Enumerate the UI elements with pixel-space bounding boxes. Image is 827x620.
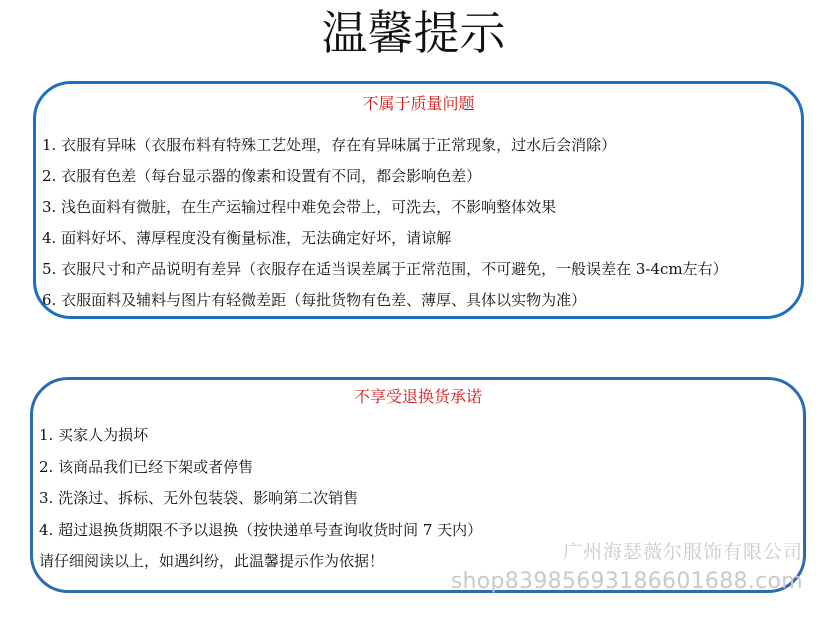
footer-note: 请仔细阅读以上，如遇纠纷，此温馨提示作为依据！	[39, 552, 385, 570]
list-item: 3. 浅色面料有微脏，在生产运输过程中难免会带上，可洗去，不影响整体效果	[42, 198, 557, 216]
quality-notice-box	[33, 81, 804, 319]
list-item: 5. 衣服尺寸和产品说明有差异（衣服存在适当误差属于正常范围，不可避免，一般误差在 3-4cm左右）	[42, 260, 728, 278]
page-title: 温馨提示	[321, 6, 506, 60]
list-item: 6. 衣服面料及辅料与图片有轻微差距（每批货物有色差、薄厚、具体以实物为准）	[42, 291, 587, 309]
return-policy-list	[39, 420, 795, 578]
list-item: 2. 衣服有色差（每台显示器的像素和设置有不同，都会影响色差）	[42, 167, 482, 185]
list-item: 1. 买家人为损坏	[39, 426, 149, 444]
list-item: 1. 衣服有异味（衣服布料有特殊工艺处理，存在有异味属于正常现象，过水后会消除）	[42, 136, 617, 154]
return-policy-box	[30, 377, 806, 593]
quality-notice-list	[42, 130, 793, 316]
list-item: 3. 洗涤过、拆标、无外包装袋、影响第二次销售	[39, 489, 359, 507]
quality-notice-heading: 不属于质量问题	[362, 94, 475, 113]
watermark-company: 广州海瑟薇尔服饰有限公司	[562, 541, 803, 563]
list-item: 4. 超过退换货期限不予以退换（按快递单号查询收货时间 7 天内）	[39, 520, 483, 539]
watermark-shop: shop83985693186601688.com	[450, 569, 803, 594]
list-item: 4. 面料好坏、薄厚程度没有衡量标准，无法确定好坏，请谅解	[42, 229, 452, 247]
return-policy-heading: 不享受退换货承诺	[353, 387, 482, 406]
list-item: 2. 该商品我们已经下架或者停售	[39, 457, 254, 476]
